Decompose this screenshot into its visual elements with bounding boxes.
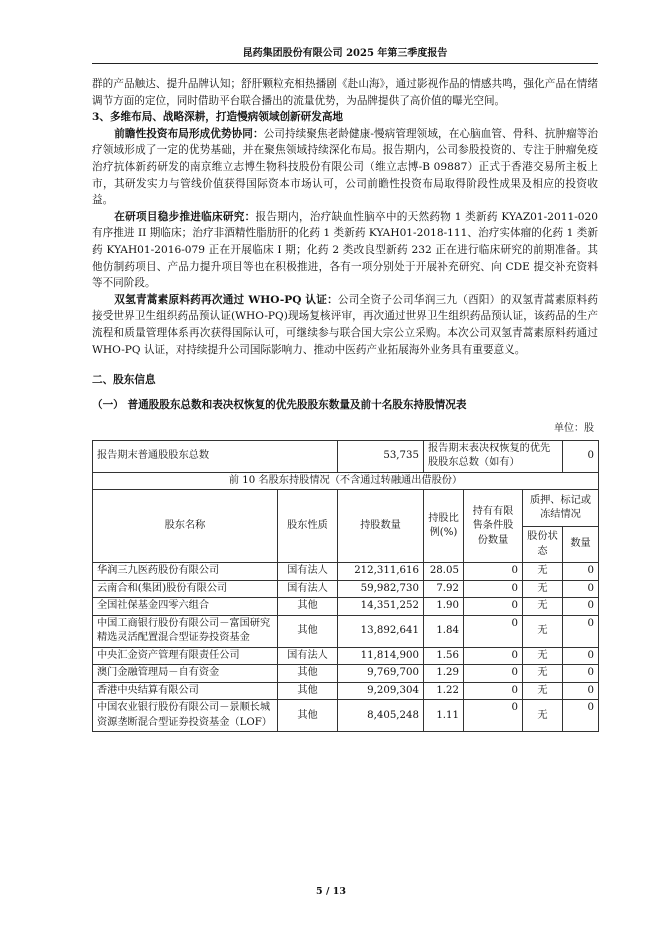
preferred-holders-label: 报告期末表决权恢复的优先股股东总数（如有）: [424, 440, 563, 472]
share-status: 无: [523, 563, 563, 581]
shareholder-name: 华润三九医药股份有限公司: [93, 563, 278, 581]
shareholder-name: 香港中央结算有限公司: [93, 682, 278, 700]
paragraph-lead: 在研项目稳步推进临床研究：: [114, 210, 256, 223]
share-ratio: 1.29: [424, 665, 464, 683]
subsection-title: （一） 普通股股东总数和表决权恢复的优先股股东数量及前十名股东持股情况表: [92, 398, 467, 411]
share-status: 无: [523, 700, 563, 732]
pledge-quantity: 0: [563, 665, 599, 683]
shareholder-nature: 国有法人: [278, 647, 338, 665]
shareholder-name: 澳门金融管理局－自有资金: [93, 665, 278, 683]
pledge-quantity: 0: [563, 598, 599, 616]
share-count: 13,892,641: [338, 615, 424, 647]
section-title-shareholders: 二、股东信息: [92, 374, 156, 387]
table-row: [93, 598, 599, 616]
page-header: 昆药集团股份有限公司 2025 年第三季度报告: [92, 44, 598, 64]
pledge-quantity: 0: [563, 700, 599, 732]
share-status: 无: [523, 647, 563, 665]
share-status: 无: [523, 598, 563, 616]
share-ratio: 1.84: [424, 615, 464, 647]
shareholder-nature: 其他: [278, 682, 338, 700]
table-row-caption: [93, 472, 599, 490]
share-count: 59,982,730: [338, 580, 424, 598]
table-row: [93, 682, 599, 700]
table-row: [93, 563, 599, 581]
shareholder-table: [92, 440, 599, 733]
unit-label: 单位：股: [554, 423, 594, 435]
top10-caption: 前 10 名股东持股情况（不含通过转融通出借股份）: [93, 472, 599, 490]
header-holder-name: 股东名称: [93, 490, 278, 563]
restricted-shares: 0: [464, 580, 523, 598]
share-count: 14,351,252: [338, 598, 424, 616]
share-ratio: 1.22: [424, 682, 464, 700]
header-ratio: 持股比例(%): [424, 490, 464, 563]
shareholder-name: 中国农业银行股份有限公司－景顺长城资源垄断混合型证券投资基金（LOF）: [93, 700, 278, 732]
shareholder-nature: 国有法人: [278, 563, 338, 581]
paragraph-lead: 双氢青蒿素原料药再次通过 WHO-PQ 认证：: [114, 293, 338, 306]
header-quantity: 数量: [563, 526, 599, 563]
restricted-shares: 0: [464, 647, 523, 665]
shareholder-nature: 其他: [278, 665, 338, 683]
table-row: [93, 580, 599, 598]
share-ratio: 7.92: [424, 580, 464, 598]
shareholder-nature: 其他: [278, 598, 338, 616]
header-holder-nature: 股东性质: [278, 490, 338, 563]
table-row: [93, 647, 599, 665]
shareholder-nature: 其他: [278, 700, 338, 732]
share-ratio: 1.56: [424, 647, 464, 665]
restricted-shares: 0: [464, 598, 523, 616]
header-restricted: 持有有限售条件股份数量: [464, 490, 523, 563]
pledge-quantity: 0: [563, 615, 599, 647]
table-row-totals: [93, 440, 599, 472]
paragraph-clinical: [92, 209, 598, 292]
shareholder-name: 云南合和(集团)股份有限公司: [93, 580, 278, 598]
share-count: 11,814,900: [338, 647, 424, 665]
share-ratio: 1.90: [424, 598, 464, 616]
shareholder-name: 中国工商银行股份有限公司－富国研究精选灵活配置混合型证券投资基金: [93, 615, 278, 647]
share-count: 9,769,700: [338, 665, 424, 683]
page-content: [92, 76, 598, 732]
table-row: [93, 615, 599, 647]
restricted-shares: 0: [464, 665, 523, 683]
shareholder-name: 中央汇金资产管理有限责任公司: [93, 647, 278, 665]
shareholder-nature: 国有法人: [278, 580, 338, 598]
share-ratio: 28.05: [424, 563, 464, 581]
pledge-quantity: 0: [563, 682, 599, 700]
paragraph-investment: [92, 126, 598, 209]
share-status: 无: [523, 580, 563, 598]
shareholder-nature: 其他: [278, 615, 338, 647]
header-pledge: 质押、标记或冻结情况: [523, 490, 599, 527]
total-holders-label: 报告期末普通股股东总数: [93, 440, 338, 472]
share-status: 无: [523, 682, 563, 700]
heading-research-layout: 3、多维布局、战略深耕，打造慢病领域创新研发高地: [92, 111, 344, 124]
share-status: 无: [523, 665, 563, 683]
table-header-row: [93, 490, 599, 527]
shareholder-name: 全国社保基金四零六组合: [93, 598, 278, 616]
restricted-shares: 0: [464, 700, 523, 732]
table-row: [93, 665, 599, 683]
share-status: 无: [523, 615, 563, 647]
share-count: 8,405,248: [338, 700, 424, 732]
paragraph-lead: 前瞻性投资布局形成优势协同：: [114, 127, 264, 140]
restricted-shares: 0: [464, 615, 523, 647]
table-row: [93, 700, 599, 732]
paragraph-text: 公司持续聚焦老龄健康-慢病管理领域，在心脑血管、骨科、抗肿瘤等治疗领域形成了一定的优势基础，并在聚焦领域持续深化布局。报告期内，公司参股投资的、专注于肿瘤免疫治疗抗体新药研发的南京维立志博生物科技股份有限公司（维立志博-B 09887）正式于香港交易所主板上市，其研发实力与管线价值获得国际资本市场认可，公司前瞻性投资布局取得阶段性成果及相应的投资收益。: [92, 127, 599, 207]
total-holders-value: 53,735: [338, 440, 424, 472]
share-count: 9,209,304: [338, 682, 424, 700]
share-ratio: 1.11: [424, 700, 464, 732]
header-shares: 持股数量: [338, 490, 424, 563]
paragraph-text: 报告期内，治疗缺血性脑卒中的天然药物 1 类新药 KYAZ01-2011-020 有序推进 II 期临床；治疗非酒精性脂肪肝的化药 1 类新药 KYAH01-2018-111、治疗实体瘤的化药 1 类新药 KYAH01-2016-079 正在开展临床 I 期；化药 2 类改良型新药 232 正在进行临床研究的前期准备。其他仿制药项目、产品力提升项目等也在积极推进，各有一项分别处于开展补充研究、向 CDE 提交补充资料等不同阶段。: [92, 210, 598, 290]
pledge-quantity: 0: [563, 647, 599, 665]
preferred-holders-value: 0: [563, 440, 599, 472]
restricted-shares: 0: [464, 563, 523, 581]
share-count: 212,311,616: [338, 563, 424, 581]
restricted-shares: 0: [464, 682, 523, 700]
paragraph-text: 公司全资子公司华润三九（酉阳）的双氢青蒿素原料药接受世界卫生组织药品预认证(WHO-PQ)现场复核评审，再次通过世界卫生组织药品预认证，该药品的生产流程和质量管理体系再次获得国际认可，可继续参与联合国大宗公立采购。本次公司双氢青蒿素原料药通过 WHO-PQ 认证，对持续提升公司国际影响力、推动中医药产业拓展海外业务具有重要意义。: [92, 293, 598, 356]
header-share-status: 股份状态: [523, 526, 563, 563]
pledge-quantity: 0: [563, 580, 599, 598]
paragraph-continued: 群的产品触达、提升品牌认知；舒肝颗粒充相热播剧《赴山海》，通过影视作品的情感共鸣，强化产品在情绪调节方面的定位，同时借助平台联合播出的流量优势，为品牌提供了高价值的曝光空间。: [92, 78, 598, 107]
pledge-quantity: 0: [563, 563, 599, 581]
page-number: 5 / 13: [316, 886, 346, 897]
paragraph-who-pq: [92, 292, 598, 358]
